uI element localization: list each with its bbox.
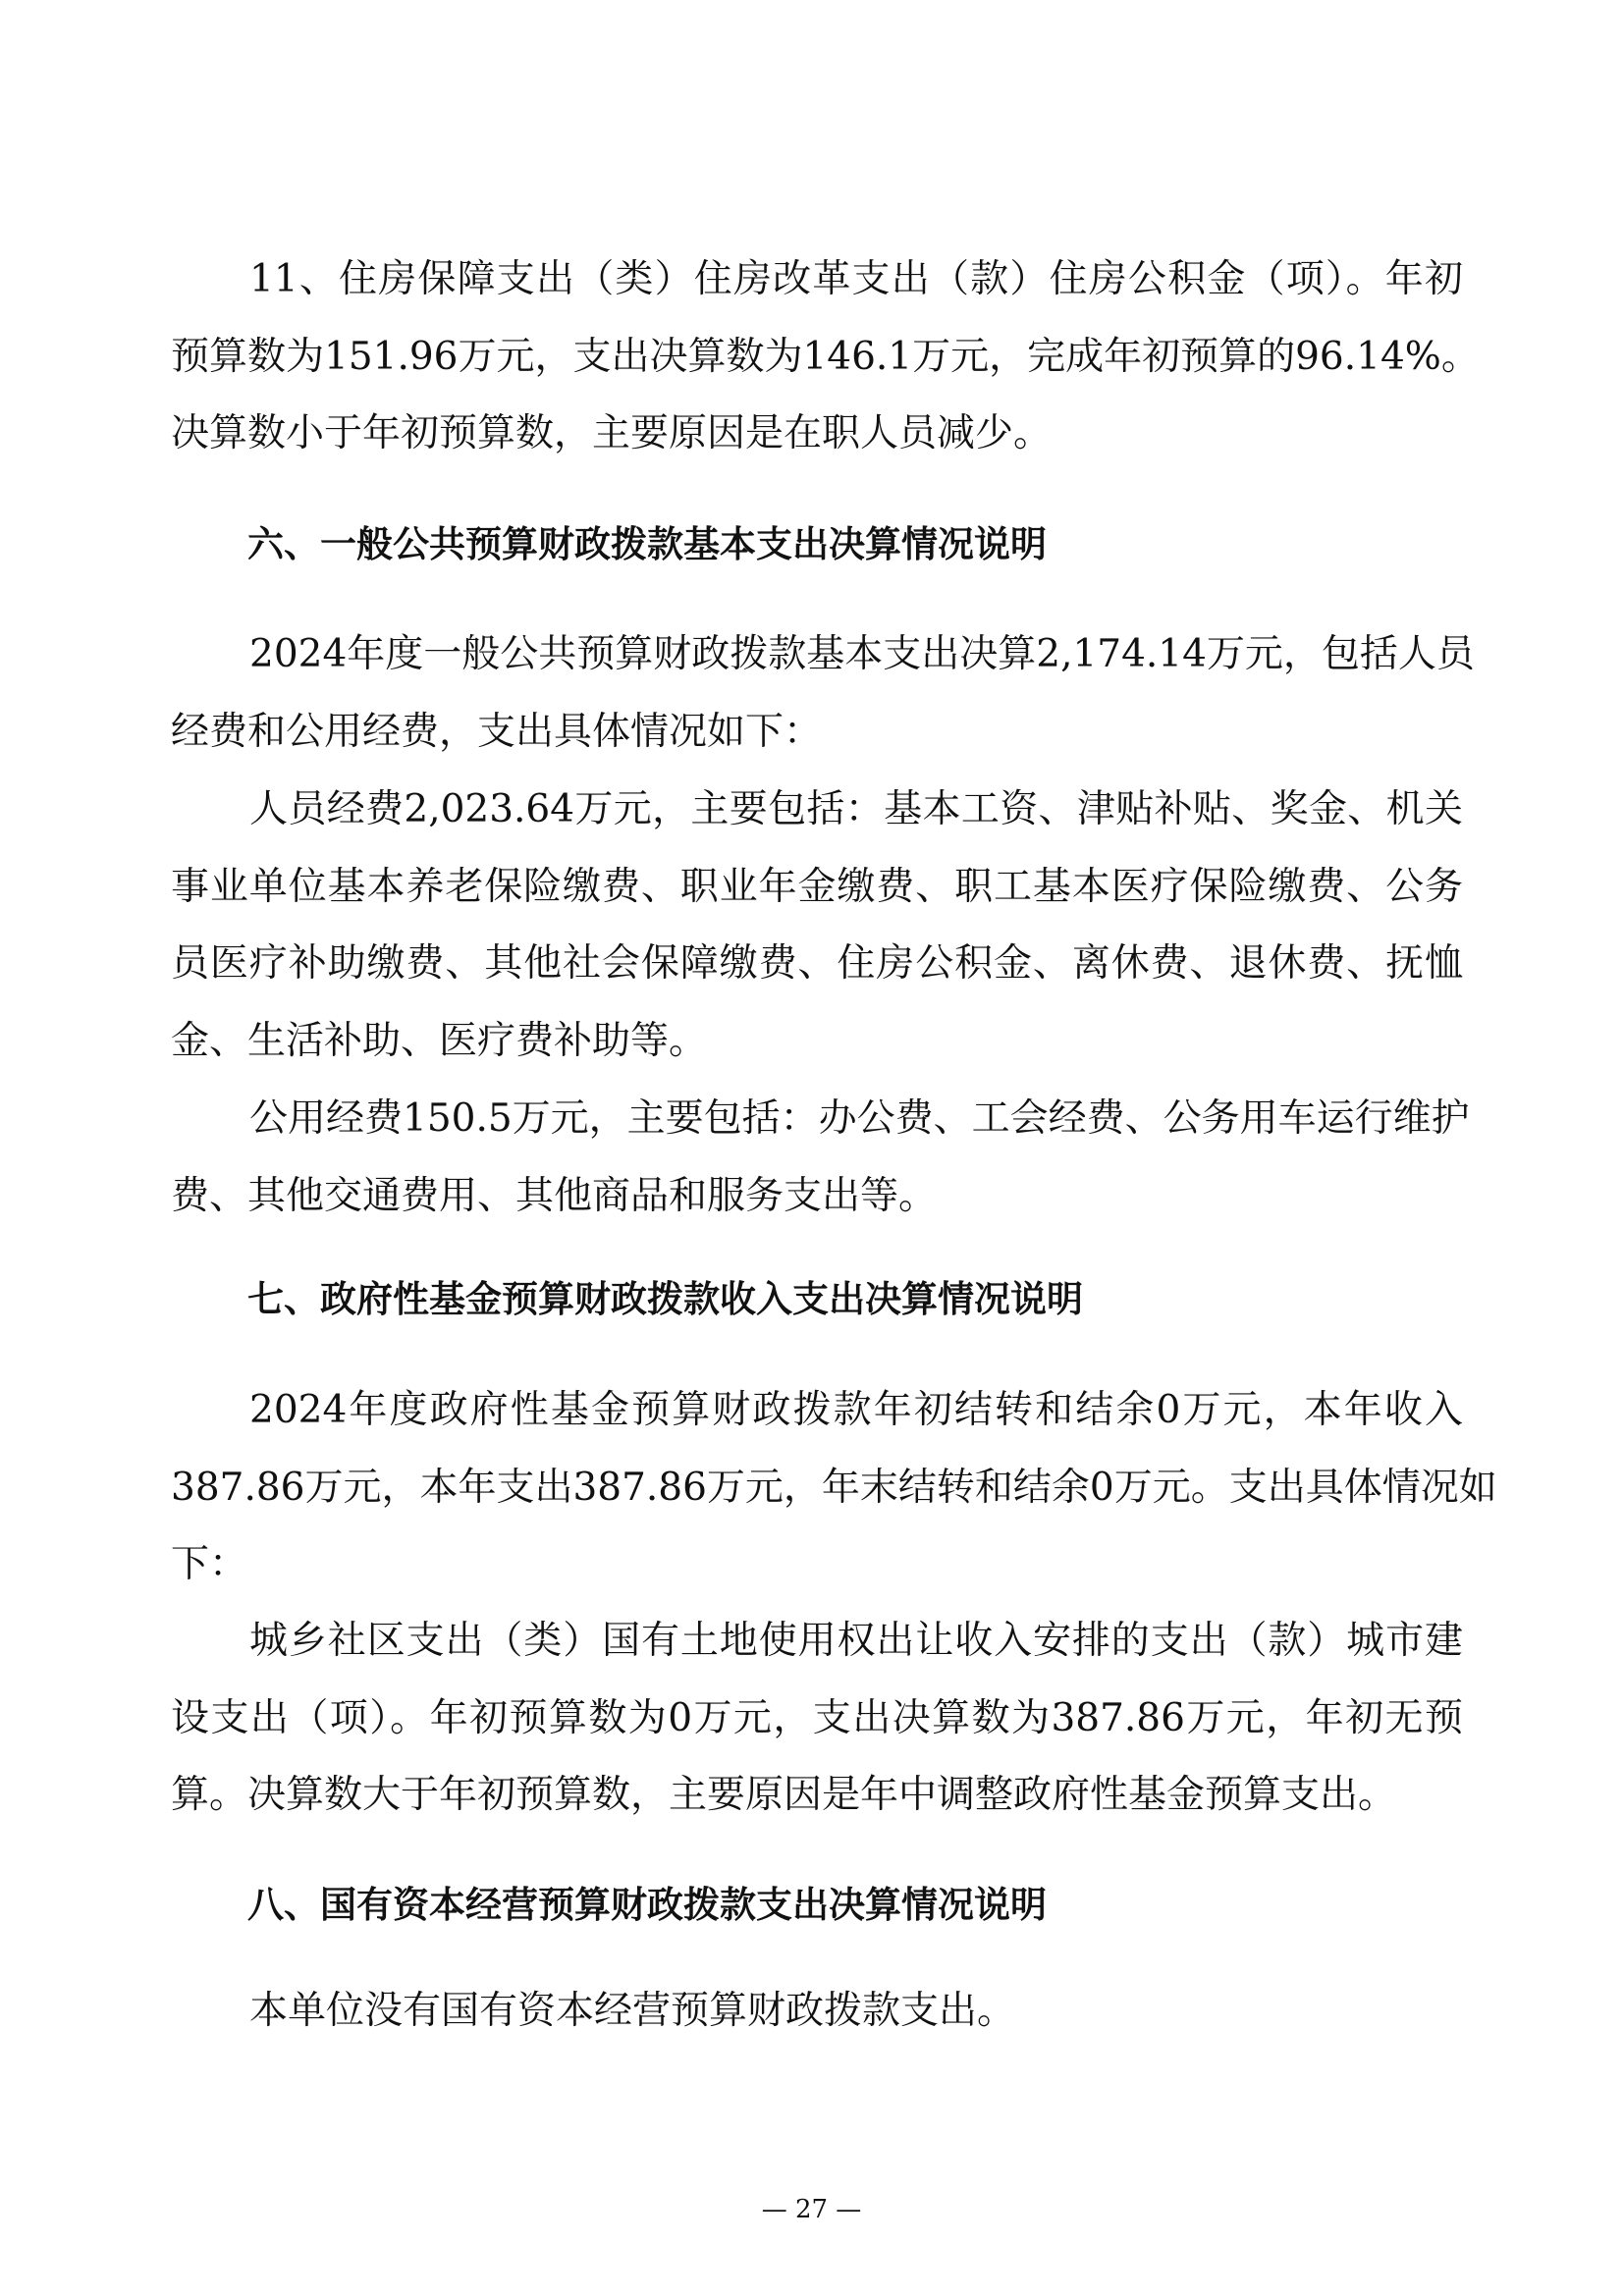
text-line: 事业单位基本养老保险缴费、职业年金缴费、职工基本医疗保险缴费、公务: [171, 864, 1463, 909]
paragraph-public-expenses: [171, 1081, 1470, 1235]
text-line: 经费和公用经费，支出具体情况如下：: [171, 709, 823, 754]
text-line: 城乡社区支出（类）国有土地使用权出让收入安排的支出（款）城市建: [249, 1619, 1463, 1663]
text-line: 2024年度政府性基金预算财政拨款年初结转和结余0万元，本年收入: [249, 1388, 1463, 1432]
text-line: 金、生活补助、医疗费补助等。: [171, 1018, 708, 1063]
paragraph-basic-expenditure: [171, 616, 1475, 771]
heading-section-7: 七、政府性基金预算财政拨款收入支出决算情况说明: [247, 1278, 1083, 1320]
paragraph-state-capital: [171, 1973, 1463, 2051]
text-line: 本单位没有国有资本经营预算财政拨款支出。: [249, 1989, 1016, 2033]
text-line: 387.86万元，本年支出387.86万元，年末结转和结余0万元。支出具体情况如: [171, 1465, 1497, 1510]
text-line: 设支出（项）。年初预算数为0万元，支出决算数为387.86万元，年初无预: [171, 1695, 1463, 1740]
text-line: 公用经费150.5万元，主要包括：办公费、工会经费、公务用车运行维护: [249, 1096, 1470, 1141]
text-line: 11、住房保障支出（类）住房改革支出（款）住房公积金（项）。年初: [249, 257, 1463, 301]
heading-section-6: 六、一般公共预算财政拨款基本支出决算情况说明: [247, 523, 1047, 565]
text-line: 决算数小于年初预算数，主要原因是在职人员减少。: [171, 411, 1053, 455]
text-line: 员医疗补助缴费、其他社会保障缴费、住房公积金、离休费、退休费、抚恤: [171, 941, 1463, 986]
text-line: 费、其他交通费用、其他商品和服务支出等。: [171, 1173, 938, 1218]
heading-section-8: 八、国有资本经营预算财政拨款支出决算情况说明: [247, 1884, 1047, 1926]
text-line: 预算数为151.96万元，支出决算数为146.1万元，完成年初预算的96.14%。: [171, 334, 1480, 379]
paragraph-personnel-expenses: [171, 772, 1463, 1080]
text-line: 下：: [171, 1542, 248, 1586]
paragraph-gov-fund-summary: [171, 1372, 1497, 1604]
paragraph-item-11: [171, 241, 1480, 473]
page-number: — 27 —: [761, 2195, 862, 2224]
text-line: 人员经费2,023.64万元，主要包括：基本工资、津贴补贴、奖金、机关: [249, 787, 1463, 831]
text-line: 2024年度一般公共预算财政拨款基本支出决算2,174.14万元，包括人员: [249, 632, 1475, 676]
paragraph-urban-construction: [171, 1603, 1463, 1835]
text-line: 算。决算数大于年初预算数，主要原因是年中调整政府性基金预算支出。: [171, 1773, 1397, 1817]
